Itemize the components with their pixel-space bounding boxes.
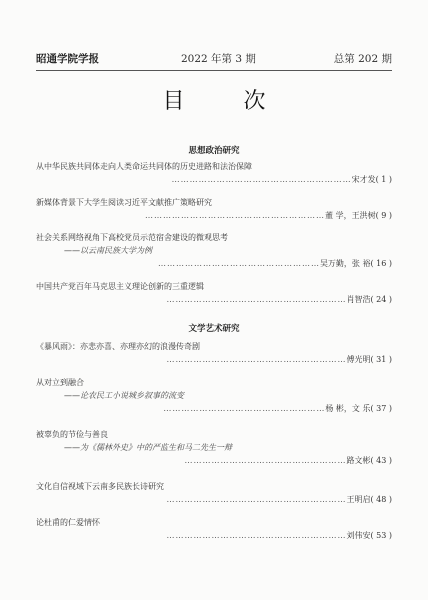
article-page: ( 24 ) xyxy=(370,295,392,304)
article-title: 社会关系网络视角下高校党员示范宿舍建设的微观思考 xyxy=(36,233,228,242)
toc-entry[interactable] xyxy=(36,428,392,467)
page-title: 目 次 xyxy=(162,89,292,114)
article-author: 吴万勤，张 裕 xyxy=(319,259,371,268)
article-title: 从中华民族共同体走向人类命运共同体的历史进路和法治保障 xyxy=(36,162,252,171)
article-author: 路文彬 xyxy=(346,456,371,465)
article-title: 新媒体背景下大学生阅读习近平文献推广策略研究 xyxy=(36,198,212,207)
toc-entry[interactable] xyxy=(36,480,392,506)
article-subtitle: ——论农民工小说城乡叙事的流变 xyxy=(64,391,184,400)
article-meta: ………………………………………………杨 彬，文 乐( 37 ) xyxy=(163,404,392,413)
article-page: ( 53 ) xyxy=(370,531,392,540)
article-page: ( 37 ) xyxy=(370,404,392,413)
article-page: ( 1 ) xyxy=(375,175,392,184)
article-meta: ……………………………………………………董 学，王洪树( 9 ) xyxy=(145,211,392,220)
section-heading: 文学艺术研究 xyxy=(188,324,240,334)
toc-entry[interactable] xyxy=(36,280,392,306)
article-page: ( 31 ) xyxy=(370,355,392,364)
journal-name: 昭通学院学报 xyxy=(36,53,99,65)
article-subtitle: ——为《儒林外史》中的严监生和马二先生一辩 xyxy=(64,443,232,452)
toc-entry[interactable] xyxy=(36,376,392,415)
article-meta: ………………………………………………路文彬( 43 ) xyxy=(184,456,392,465)
article-title: 中国共产党百年马克思主义理论创新的三重逻辑 xyxy=(36,282,204,291)
article-page: ( 48 ) xyxy=(370,495,392,504)
total-issue-number: 总第 202 期 xyxy=(333,53,392,65)
article-author: 刘伟安 xyxy=(346,531,371,540)
toc-entry[interactable] xyxy=(36,516,392,542)
article-meta: ……………………………………………………王明启( 48 ) xyxy=(166,495,392,504)
article-page: ( 9 ) xyxy=(375,211,392,220)
toc-entry[interactable] xyxy=(36,340,392,366)
article-meta: ……………………………………………………刘伟安( 53 ) xyxy=(166,531,392,540)
article-author: 傅光明 xyxy=(346,355,371,364)
toc-entry[interactable] xyxy=(36,196,392,222)
article-meta: ……………………………………………………肖智浩( 24 ) xyxy=(166,295,392,304)
article-author: 宋才发 xyxy=(351,175,376,184)
article-meta: ……………………………………………………宋才发( 1 ) xyxy=(171,175,392,184)
article-author: 王明启 xyxy=(346,495,371,504)
article-meta: ………………………………………………吴万勤，张 裕( 16 ) xyxy=(157,259,392,268)
issue-number: 2022 年第 3 期 xyxy=(181,53,256,65)
article-author: 杨 彬，文 乐 xyxy=(325,404,371,413)
section-heading: 思想政治研究 xyxy=(188,146,240,156)
header-rule xyxy=(36,70,392,71)
article-page: ( 16 ) xyxy=(370,259,392,268)
article-title: 被辜负的节俭与善良 xyxy=(36,430,108,439)
running-header xyxy=(36,50,392,68)
article-author: 肖智浩 xyxy=(346,295,371,304)
article-author: 董 学，王洪树 xyxy=(325,211,376,220)
article-title: 从对立到融合 xyxy=(36,378,84,387)
article-page: ( 43 ) xyxy=(370,456,392,465)
article-meta: ……………………………………………………傅光明( 31 ) xyxy=(166,355,392,364)
article-title: 论杜甫的仁爱情怀 xyxy=(36,518,100,527)
toc-entry[interactable] xyxy=(36,231,392,270)
article-title: 文化自信视域下云南多民族长诗研究 xyxy=(36,482,164,491)
article-subtitle: ——以云南民族大学为例 xyxy=(64,246,152,255)
article-title: 《暴风雨》：亦悲亦喜、亦理亦幻的浪漫传奇剧 xyxy=(36,342,200,351)
toc-entry[interactable] xyxy=(36,160,392,186)
